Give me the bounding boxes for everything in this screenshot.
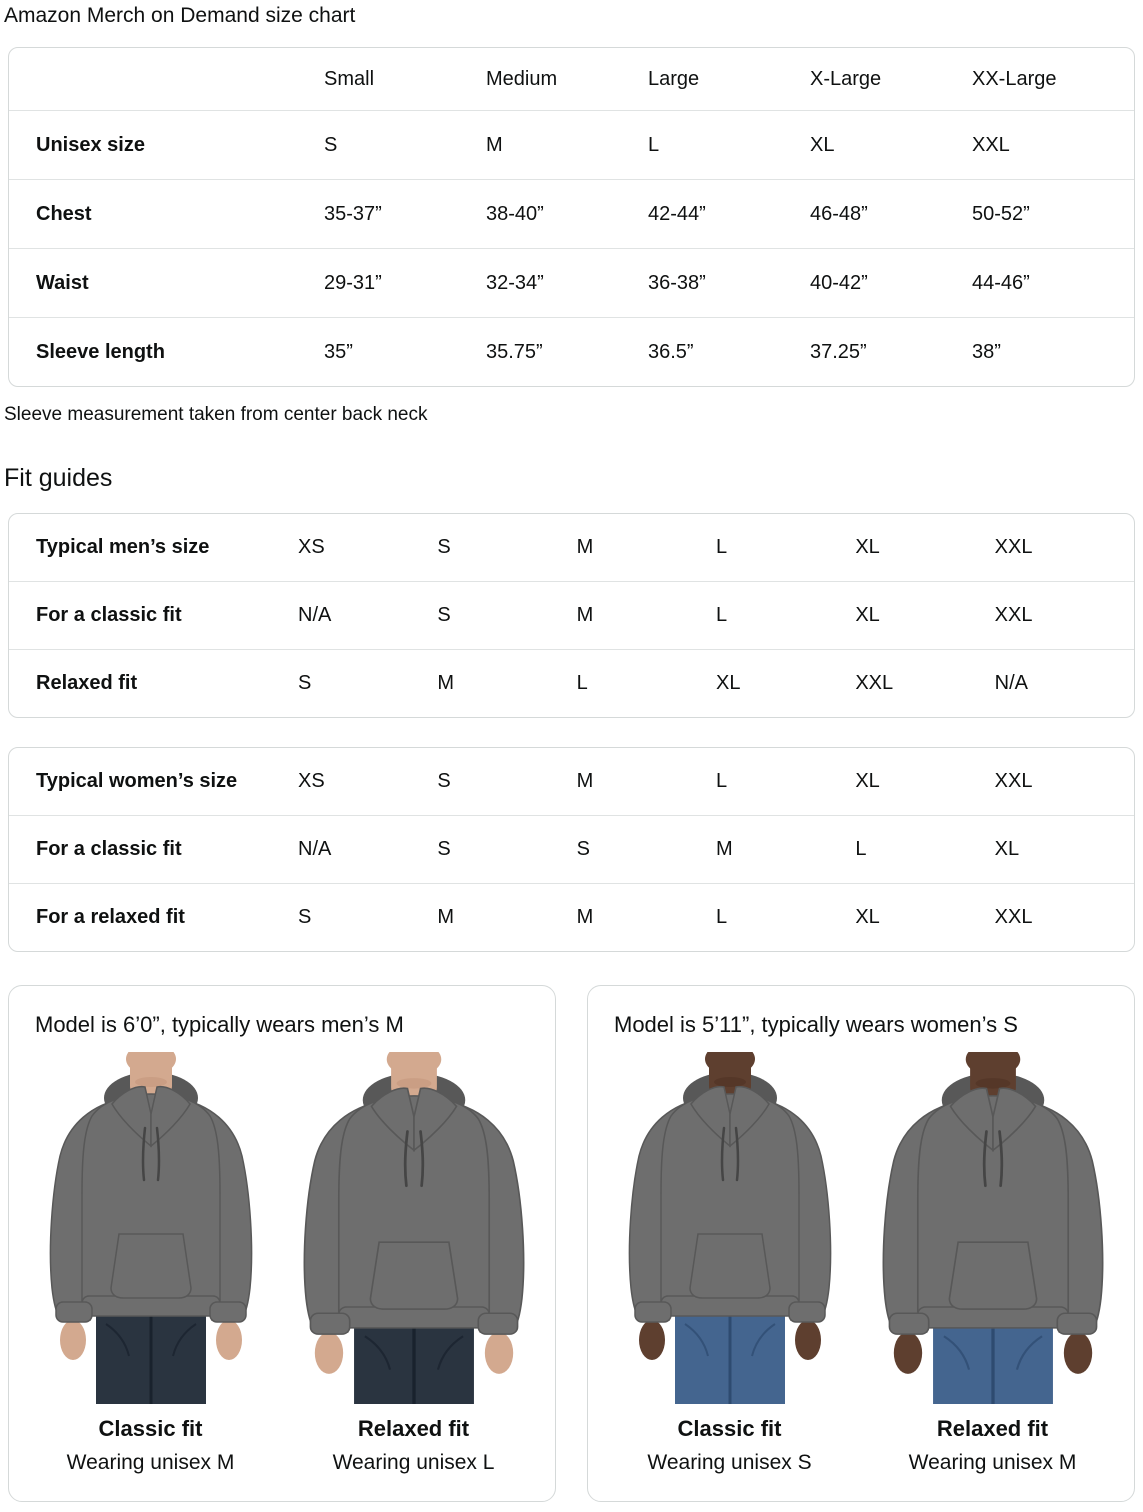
table-cell: 38-40” [486,202,544,225]
fit-guides-tables [8,513,1135,952]
table-row [9,649,1134,717]
table-cell: S [324,133,338,156]
table-row [9,248,1134,317]
table-cell: XXL [994,906,1033,928]
size-chart-table [8,47,1135,387]
table-cell: XL [994,838,1020,860]
table-cell: 29-31” [324,271,382,294]
model-card-heading: Model is 5’11”, typically wears women’s S [614,1012,1018,1037]
row-label: Sleeve length [36,340,165,363]
table-cell: M [576,906,594,928]
model-figure-relaxed [861,1052,1124,1475]
table-cell: L [715,906,728,928]
table-cell: M [576,604,594,626]
row-label: Typical women’s size [36,770,238,792]
row-label: For a classic fit [36,604,182,626]
table-cell: 35” [324,340,353,363]
table-cell: M [576,536,594,558]
row-label: Waist [36,271,89,294]
row-label: Unisex size [36,133,145,156]
table-cell: N/A [298,604,332,626]
table-cell: XXL [994,536,1033,558]
model-photo [289,1052,539,1404]
row-label: Chest [36,202,92,225]
row-label: Typical men’s size [36,536,210,558]
table-cell: 46-48” [810,202,868,225]
model-card [8,985,556,1502]
table-row [9,883,1134,951]
fit-guides-heading: Fit guides [4,464,113,492]
model-figure-classic [19,1052,282,1475]
table-cell: L [715,536,728,558]
table-row [9,317,1134,386]
table-cell: XS [298,770,325,792]
row-label: For a relaxed fit [36,906,185,928]
table-cell: 37.25” [810,340,867,363]
row-label: For a classic fit [36,838,182,860]
table-cell: XXL [972,133,1010,156]
table-cell: S [298,906,312,928]
table-row [9,815,1134,883]
table-row [9,110,1134,179]
table-cell: XXL [994,770,1033,792]
column-header: Large [648,67,700,90]
table-cell: XL [810,133,835,156]
mens-fit-guide [8,513,1135,718]
table-cell: S [437,604,451,626]
table-cell: XXL [855,672,894,694]
column-header: XX-Large [972,67,1057,90]
table-cell: 42-44” [648,202,706,225]
table-cell: XL [715,672,741,694]
table-cell: L [715,770,728,792]
size-chart-footnote: Sleeve measurement taken from center back neck [4,404,428,425]
table-cell: S [437,838,451,860]
table-cell: 40-42” [810,271,868,294]
table-cell: L [715,604,728,626]
wearing-size-label: Wearing unisex L [332,1451,495,1474]
table-cell: M [437,906,454,928]
table-cell: M [576,770,594,792]
table-cell: XL [855,536,880,558]
model-cards [8,985,1135,1502]
column-header: Small [324,67,375,90]
table-cell: 32-34” [486,271,544,294]
model-figure-classic [598,1052,861,1475]
table-row [9,748,1134,815]
fit-label: Relaxed fit [357,1416,470,1441]
table-cell: 38” [972,340,1001,363]
table-row [9,179,1134,248]
model-photo [605,1052,855,1404]
table-cell: 36-38” [648,271,706,294]
table-row [9,514,1134,581]
page-title: Amazon Merch on Demand size chart [4,4,356,27]
table-cell: L [855,838,867,860]
table-cell: XL [855,906,880,928]
table-cell: S [437,770,451,792]
model-photo [26,1052,276,1404]
table-cell: 44-46” [972,271,1030,294]
model-photos-row [598,1052,1124,1475]
table-cell: L [576,672,588,694]
table-cell: M [715,838,733,860]
column-header: Medium [486,67,558,90]
table-cell: XXL [994,604,1033,626]
table-cell: 36.5” [648,340,694,363]
model-figure-relaxed [282,1052,545,1475]
table-cell: 50-52” [972,202,1030,225]
table-cell: S [298,672,312,694]
table-cell: N/A [298,838,332,860]
row-label: Relaxed fit [36,672,138,694]
table-cell: XS [298,536,325,558]
table-cell: XL [855,770,880,792]
table-header-row [9,48,1134,110]
fit-label: Classic fit [98,1416,203,1441]
fit-label: Relaxed fit [936,1416,1049,1441]
wearing-size-label: Wearing unisex S [647,1451,812,1474]
fit-label: Classic fit [677,1416,782,1441]
table-cell: 35.75” [486,340,543,363]
table-row [9,581,1134,649]
table-cell: M [486,133,503,156]
model-card-heading: Model is 6’0”, typically wears men’s M [35,1012,404,1037]
table-cell: S [437,536,451,558]
wearing-size-label: Wearing unisex M [66,1451,235,1474]
table-cell: XL [855,604,880,626]
model-photos-row [19,1052,545,1475]
wearing-size-label: Wearing unisex M [908,1451,1077,1474]
table-cell: S [576,838,590,860]
column-header: X-Large [810,67,882,90]
table-cell: N/A [994,672,1028,694]
model-photo [868,1052,1118,1404]
table-cell: L [648,133,660,156]
table-cell: 35-37” [324,202,382,225]
model-card [587,985,1135,1502]
womens-fit-guide [8,747,1135,952]
table-cell: M [437,672,454,694]
